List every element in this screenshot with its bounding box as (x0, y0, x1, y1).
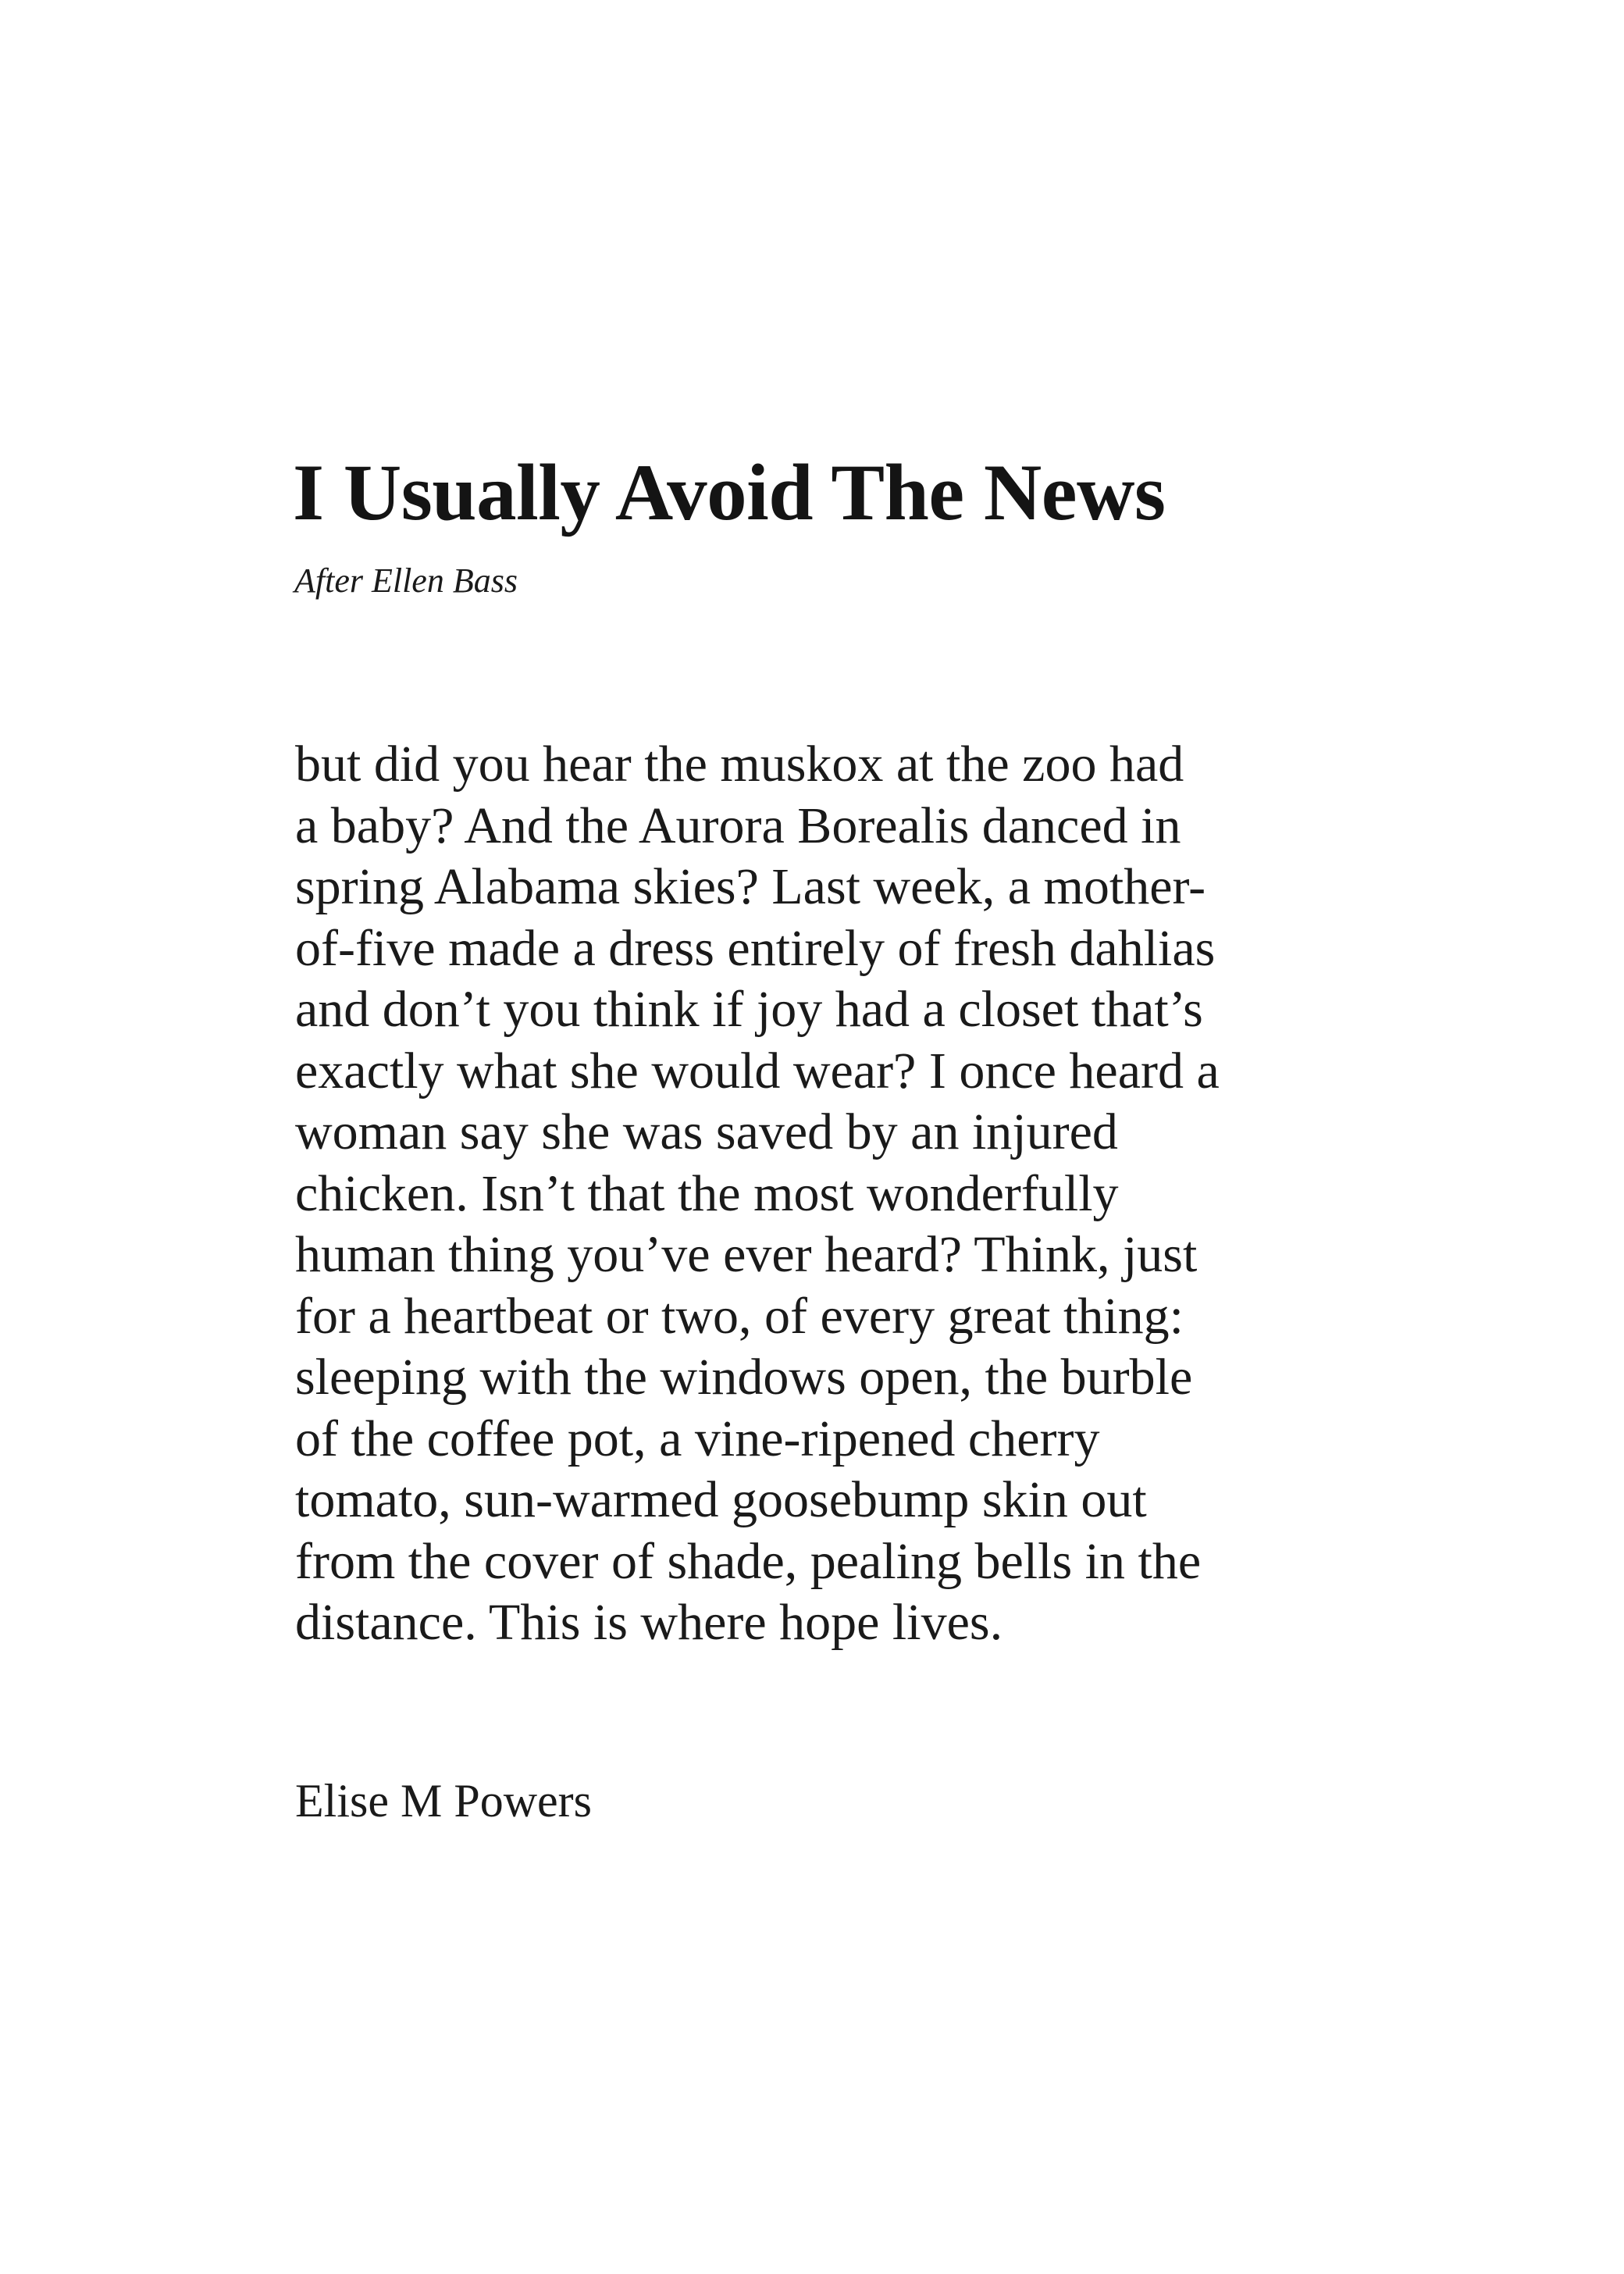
poem-author: Elise M Powers (295, 1775, 592, 1827)
poem-line: but did you hear the muskox at the zoo had (295, 736, 1184, 793)
poem-title: I Usually Avoid The News (293, 448, 1166, 537)
poem-line: chicken. Isn’t that the most wonderfully (295, 1164, 1119, 1222)
poem-line: human thing you’ve ever heard? Think, just (295, 1226, 1198, 1283)
poem-line: of-five made a dress entirely of fresh dahlias (295, 919, 1216, 977)
poem-line: woman say she was saved by an injured (295, 1103, 1118, 1160)
poem-line: tomato, sun-warmed goosebump skin out (295, 1471, 1147, 1528)
poem-line: from the cover of shade, pealing bells in the (295, 1532, 1202, 1590)
poem-line: exactly what she would wear? I once heard a (295, 1042, 1220, 1100)
poem-line: of the coffee pot, a vine-ripened cherry (295, 1410, 1100, 1467)
poem-body (295, 734, 1220, 1654)
poem-line: spring Alabama skies? Last week, a mother- (295, 858, 1206, 915)
poem-line: distance. This is where hope lives. (295, 1594, 1003, 1651)
poem-dedication: After Ellen Bass (294, 561, 518, 600)
poem-line: and don’t you think if joy had a closet that’s (295, 981, 1203, 1038)
poem-line: for a heartbeat or two, of every great thing: (295, 1287, 1184, 1345)
poem-line: a baby? And the Aurora Borealis danced in (295, 797, 1181, 854)
poem-line: sleeping with the windows open, the burble (295, 1349, 1193, 1406)
